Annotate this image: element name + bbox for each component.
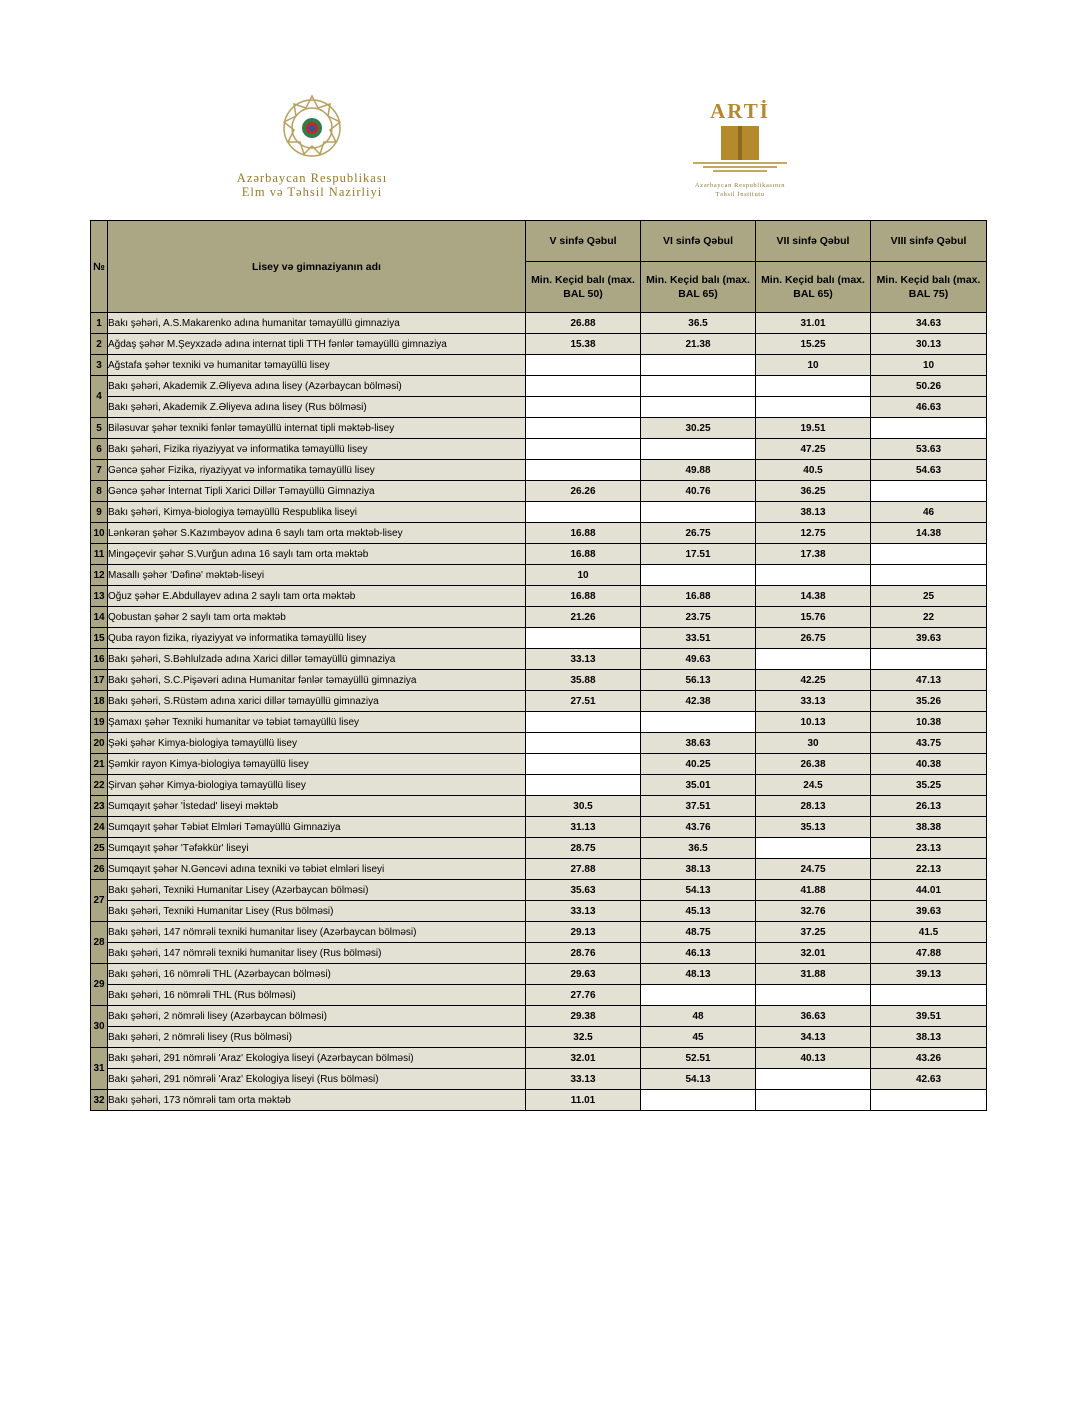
school-name: Bakı şəhəri, 147 nömrəli texniki humanitar lisey (Azərbaycan bölməsi) (108, 922, 526, 943)
score-grade-7: 28.13 (756, 796, 871, 817)
score-grade-7: 10 (756, 355, 871, 376)
score-grade-6 (641, 397, 756, 418)
row-number: 24 (91, 817, 108, 838)
score-grade-8: 22 (871, 607, 987, 628)
school-name: Bakı şəhəri, Akademik Z.Əliyeva adına lisey (Rus bölməsi) (108, 397, 526, 418)
table-row (91, 1006, 987, 1027)
school-name: Sumqayıt şəhər 'İstedad' liseyi məktəb (108, 796, 526, 817)
school-name: Bakı şəhəri, S.Rüstəm adına xarici dillər təmayüllü gimnaziya (108, 691, 526, 712)
arti-logo (660, 100, 820, 200)
score-grade-5: 27.51 (526, 691, 641, 712)
row-number: 2 (91, 334, 108, 355)
table-row (91, 775, 987, 796)
row-number: 4 (91, 376, 108, 418)
table-row (91, 943, 987, 964)
table-row (91, 313, 987, 334)
score-grade-7: 24.75 (756, 859, 871, 880)
school-name: Bakı şəhəri, 291 nömrəli 'Araz' Ekologiya liseyi (Azərbaycan bölməsi) (108, 1048, 526, 1069)
score-grade-8: 39.63 (871, 628, 987, 649)
row-number: 21 (91, 754, 108, 775)
header-number: № (91, 221, 108, 313)
score-grade-5: 30.5 (526, 796, 641, 817)
school-name: Masallı şəhər 'Dəfinə' məktəb-liseyi (108, 565, 526, 586)
score-grade-5 (526, 439, 641, 460)
score-grade-5: 26.26 (526, 481, 641, 502)
school-name: Şamaxı şəhər Texniki humanitar və təbiət təmayüllü lisey (108, 712, 526, 733)
row-number: 7 (91, 460, 108, 481)
score-grade-6 (641, 502, 756, 523)
school-name: Bakı şəhəri, Texniki Humanitar Lisey (Rus bölməsi) (108, 901, 526, 922)
book-icon (685, 122, 795, 174)
score-grade-6 (641, 355, 756, 376)
row-number: 13 (91, 586, 108, 607)
row-number: 30 (91, 1006, 108, 1048)
school-name: Bakı şəhəri, 2 nömrəli lisey (Azərbaycan bölməsi) (108, 1006, 526, 1027)
score-grade-6: 40.25 (641, 754, 756, 775)
school-name: Sumqayıt şəhər N.Gəncəvi adına texniki və təbiət elmləri liseyi (108, 859, 526, 880)
score-grade-8 (871, 649, 987, 670)
score-grade-7: 15.25 (756, 334, 871, 355)
score-grade-6: 33.51 (641, 628, 756, 649)
score-grade-5: 16.88 (526, 544, 641, 565)
subheader-grade-6: Min. Keçid balı (max. BAL 65) (641, 262, 756, 313)
table-row (91, 565, 987, 586)
score-grade-7: 14.38 (756, 586, 871, 607)
table-row (91, 544, 987, 565)
school-name: Bakı şəhəri, 173 nömrəli tam orta məktəb (108, 1090, 526, 1111)
score-grade-5 (526, 733, 641, 754)
table-row (91, 607, 987, 628)
score-grade-7: 17.38 (756, 544, 871, 565)
score-grade-6: 21.38 (641, 334, 756, 355)
score-grade-5 (526, 376, 641, 397)
row-number: 25 (91, 838, 108, 859)
score-grade-7: 47.25 (756, 439, 871, 460)
table-row (91, 796, 987, 817)
score-grade-8: 43.75 (871, 733, 987, 754)
score-grade-8: 30.13 (871, 334, 987, 355)
row-number: 14 (91, 607, 108, 628)
score-grade-8 (871, 1090, 987, 1111)
score-grade-7: 31.01 (756, 313, 871, 334)
subheader-grade-8: Min. Keçid balı (max. BAL 75) (871, 262, 987, 313)
score-grade-8: 39.51 (871, 1006, 987, 1027)
score-grade-8: 25 (871, 586, 987, 607)
score-grade-8: 14.38 (871, 523, 987, 544)
score-grade-6 (641, 376, 756, 397)
score-grade-5: 33.13 (526, 649, 641, 670)
score-grade-5: 32.5 (526, 1027, 641, 1048)
row-number: 5 (91, 418, 108, 439)
score-grade-8: 43.26 (871, 1048, 987, 1069)
score-grade-6 (641, 985, 756, 1006)
ministry-emblem-icon (272, 92, 352, 164)
table-row (91, 838, 987, 859)
table-row (91, 628, 987, 649)
score-grade-7: 34.13 (756, 1027, 871, 1048)
score-grade-5: 27.76 (526, 985, 641, 1006)
school-name: Bakı şəhəri, Akademik Z.Əliyeva adına lisey (Azərbaycan bölməsi) (108, 376, 526, 397)
row-number: 8 (91, 481, 108, 502)
score-grade-8: 26.13 (871, 796, 987, 817)
score-grade-7: 42.25 (756, 670, 871, 691)
school-name: Bakı şəhəri, 291 nömrəli 'Araz' Ekologiya liseyi (Rus bölməsi) (108, 1069, 526, 1090)
score-grade-6 (641, 565, 756, 586)
score-grade-6: 38.63 (641, 733, 756, 754)
score-grade-8: 34.63 (871, 313, 987, 334)
score-grade-7: 12.75 (756, 523, 871, 544)
table-body (91, 313, 987, 1111)
score-grade-7 (756, 649, 871, 670)
table-row (91, 754, 987, 775)
row-number: 28 (91, 922, 108, 964)
score-grade-8: 40.38 (871, 754, 987, 775)
score-grade-8 (871, 985, 987, 1006)
score-grade-8: 23.13 (871, 838, 987, 859)
score-grade-6: 37.51 (641, 796, 756, 817)
row-number: 22 (91, 775, 108, 796)
row-number: 1 (91, 313, 108, 334)
score-grade-6 (641, 712, 756, 733)
row-number: 23 (91, 796, 108, 817)
score-grade-5 (526, 502, 641, 523)
table-row (91, 691, 987, 712)
school-name: Oğuz şəhər E.Abdullayev adına 2 saylı tam orta məktəb (108, 586, 526, 607)
school-name: Qobustan şəhər 2 saylı tam orta məktəb (108, 607, 526, 628)
score-grade-5: 16.88 (526, 586, 641, 607)
score-grade-6: 45 (641, 1027, 756, 1048)
score-grade-8: 35.25 (871, 775, 987, 796)
score-grade-8: 47.13 (871, 670, 987, 691)
table-row (91, 586, 987, 607)
score-grade-6: 30.25 (641, 418, 756, 439)
school-name: Biləsuvar şəhər texniki fənlər təmayüllü internat tipli məktəb-lisey (108, 418, 526, 439)
score-grade-7: 40.5 (756, 460, 871, 481)
header-grade-5: V sinfə Qəbul (526, 221, 641, 262)
school-name: Sumqayıt şəhər 'Təfəkkür' liseyi (108, 838, 526, 859)
school-name: Ağdaş şəhər M.Şeyxzadə adına internat tipli TTH fənlər təmayüllü gimnaziya (108, 334, 526, 355)
score-grade-7 (756, 397, 871, 418)
table-row (91, 880, 987, 901)
score-grade-8: 41.5 (871, 922, 987, 943)
score-grade-8: 10.38 (871, 712, 987, 733)
school-name: Şəmkir rayon Kimya-biologiya təmayüllü lisey (108, 754, 526, 775)
admission-scores-table (90, 220, 987, 1111)
score-grade-5: 32.01 (526, 1048, 641, 1069)
score-grade-8 (871, 418, 987, 439)
score-grade-7: 33.13 (756, 691, 871, 712)
score-grade-8: 46.63 (871, 397, 987, 418)
score-grade-7: 24.5 (756, 775, 871, 796)
score-grade-6: 48.13 (641, 964, 756, 985)
table-row (91, 733, 987, 754)
score-grade-6 (641, 439, 756, 460)
row-number: 10 (91, 523, 108, 544)
header-grade-7: VII sinfə Qəbul (756, 221, 871, 262)
table-row (91, 985, 987, 1006)
score-grade-7 (756, 376, 871, 397)
row-number: 17 (91, 670, 108, 691)
row-number: 15 (91, 628, 108, 649)
table-row (91, 418, 987, 439)
score-grade-6: 35.01 (641, 775, 756, 796)
header-grade-8: VIII sinfə Qəbul (871, 221, 987, 262)
school-name: Şirvan şəhər Kimya-biologiya təmayüllü lisey (108, 775, 526, 796)
table-row (91, 397, 987, 418)
score-grade-5 (526, 775, 641, 796)
row-number: 27 (91, 880, 108, 922)
school-name: Sumqayıt şəhər Təbiət Elmləri Təmayüllü Gimnaziya (108, 817, 526, 838)
score-grade-8: 10 (871, 355, 987, 376)
row-number: 31 (91, 1048, 108, 1090)
table-row (91, 964, 987, 985)
school-name: Bakı şəhəri, A.S.Makarenko adına humanitar təmayüllü gimnaziya (108, 313, 526, 334)
score-grade-5: 29.13 (526, 922, 641, 943)
score-grade-6: 36.5 (641, 313, 756, 334)
table-row (91, 901, 987, 922)
school-name: Bakı şəhəri, S.C.Pişəvəri adına Humanitar fənlər təmayüllü gimnaziya (108, 670, 526, 691)
score-grade-6 (641, 1090, 756, 1111)
table-row (91, 670, 987, 691)
table-row (91, 859, 987, 880)
score-grade-5: 10 (526, 565, 641, 586)
score-grade-6: 40.76 (641, 481, 756, 502)
score-grade-7: 31.88 (756, 964, 871, 985)
table-row (91, 502, 987, 523)
score-grade-5: 28.76 (526, 943, 641, 964)
score-grade-6: 54.13 (641, 1069, 756, 1090)
score-grade-5: 11.01 (526, 1090, 641, 1111)
score-grade-8: 35.26 (871, 691, 987, 712)
row-number: 26 (91, 859, 108, 880)
school-name: Bakı şəhəri, 147 nömrəli texniki humanitar lisey (Rus bölməsi) (108, 943, 526, 964)
score-grade-6: 17.51 (641, 544, 756, 565)
score-grade-8 (871, 481, 987, 502)
table-row (91, 1069, 987, 1090)
score-grade-5 (526, 628, 641, 649)
score-grade-5: 29.63 (526, 964, 641, 985)
table-row (91, 922, 987, 943)
subheader-grade-5: Min. Keçid balı (max. BAL 50) (526, 262, 641, 313)
school-name: Quba rayon fizika, riyaziyyat və informatika təmayüllü lisey (108, 628, 526, 649)
header-grade-6: VI sinfə Qəbul (641, 221, 756, 262)
score-grade-5: 15.38 (526, 334, 641, 355)
score-grade-8: 38.13 (871, 1027, 987, 1048)
table-row (91, 817, 987, 838)
row-number: 9 (91, 502, 108, 523)
score-grade-6: 54.13 (641, 880, 756, 901)
score-grade-7: 26.75 (756, 628, 871, 649)
score-grade-7: 26.38 (756, 754, 871, 775)
score-grade-7: 19.51 (756, 418, 871, 439)
score-grade-7: 38.13 (756, 502, 871, 523)
score-grade-6: 23.75 (641, 607, 756, 628)
ministry-name-line2: Elm və Təhsil Nazirliyi (241, 185, 383, 199)
school-name: Mingəçevir şəhər S.Vurğun adına 16 saylı tam orta məktəb (108, 544, 526, 565)
score-grade-8 (871, 544, 987, 565)
score-grade-7: 32.76 (756, 901, 871, 922)
score-grade-7: 37.25 (756, 922, 871, 943)
score-grade-7 (756, 1090, 871, 1111)
score-grade-6: 38.13 (641, 859, 756, 880)
score-grade-6: 46.13 (641, 943, 756, 964)
score-grade-7: 15.76 (756, 607, 871, 628)
row-number: 3 (91, 355, 108, 376)
table-row (91, 439, 987, 460)
score-grade-5: 26.88 (526, 313, 641, 334)
school-name: Ağstafa şəhər texniki və humanitar təmayüllü lisey (108, 355, 526, 376)
row-number: 32 (91, 1090, 108, 1111)
score-grade-5: 35.63 (526, 880, 641, 901)
arti-name-line1: Azərbaycan Respublikasının (694, 182, 786, 189)
ministry-logo (212, 92, 412, 202)
score-grade-7: 35.13 (756, 817, 871, 838)
score-grade-6: 16.88 (641, 586, 756, 607)
score-grade-7 (756, 1069, 871, 1090)
score-grade-8 (871, 565, 987, 586)
score-grade-6: 48 (641, 1006, 756, 1027)
score-grade-8: 46 (871, 502, 987, 523)
score-grade-7: 36.63 (756, 1006, 871, 1027)
arti-wordmark: ARTİ (710, 99, 770, 123)
school-name: Gəncə şəhər İnternat Tipli Xarici Dillər Təmayüllü Gimnaziya (108, 481, 526, 502)
table-row (91, 712, 987, 733)
score-grade-5 (526, 418, 641, 439)
score-grade-6: 26.75 (641, 523, 756, 544)
school-name: Bakı şəhəri, 16 nömrəli THL (Azərbaycan bölməsi) (108, 964, 526, 985)
score-grade-5: 29.38 (526, 1006, 641, 1027)
score-grade-8: 22.13 (871, 859, 987, 880)
score-grade-7: 30 (756, 733, 871, 754)
score-grade-6: 36.5 (641, 838, 756, 859)
table-row (91, 376, 987, 397)
score-grade-5: 35.88 (526, 670, 641, 691)
row-number: 19 (91, 712, 108, 733)
arti-name-line2: Təhsil İnstitutu (715, 191, 765, 198)
score-grade-5: 16.88 (526, 523, 641, 544)
score-grade-5: 33.13 (526, 1069, 641, 1090)
row-number: 6 (91, 439, 108, 460)
score-grade-6: 52.51 (641, 1048, 756, 1069)
table-row (91, 1090, 987, 1111)
subheader-grade-7: Min. Keçid balı (max. BAL 65) (756, 262, 871, 313)
row-number: 16 (91, 649, 108, 670)
score-grade-5: 31.13 (526, 817, 641, 838)
school-name: Bakı şəhəri, Kimya-biologiya təmayüllü Respublika liseyi (108, 502, 526, 523)
score-grade-6: 48.75 (641, 922, 756, 943)
score-grade-7: 32.01 (756, 943, 871, 964)
school-name: Bakı şəhəri, 2 nömrəli lisey (Rus bölməsi) (108, 1027, 526, 1048)
table-row (91, 523, 987, 544)
table-row (91, 460, 987, 481)
score-grade-6: 56.13 (641, 670, 756, 691)
score-grade-8: 50.26 (871, 376, 987, 397)
row-number: 18 (91, 691, 108, 712)
header-school-name: Lisey və gimnaziyanın adı (108, 221, 526, 313)
school-name: Bakı şəhəri, 16 nömrəli THL (Rus bölməsi) (108, 985, 526, 1006)
score-grade-8: 39.13 (871, 964, 987, 985)
score-grade-5 (526, 460, 641, 481)
school-name: Bakı şəhəri, S.Bəhlulzadə adına Xarici dillər təmayüllü gimnaziya (108, 649, 526, 670)
table-row (91, 649, 987, 670)
school-name: Bakı şəhəri, Fizika riyaziyyat və informatika təmayüllü lisey (108, 439, 526, 460)
score-grade-8: 44.01 (871, 880, 987, 901)
row-number: 11 (91, 544, 108, 565)
score-grade-8: 47.88 (871, 943, 987, 964)
row-number: 29 (91, 964, 108, 1006)
score-grade-5: 28.75 (526, 838, 641, 859)
score-grade-5 (526, 754, 641, 775)
table-row (91, 334, 987, 355)
score-grade-6: 43.76 (641, 817, 756, 838)
school-name: Lənkəran şəhər S.Kazımbəyov adına 6 saylı tam orta məktəb-lisey (108, 523, 526, 544)
school-name: Gəncə şəhər Fizika, riyaziyyat və informatika təmayüllü lisey (108, 460, 526, 481)
table-row (91, 355, 987, 376)
score-grade-8: 54.63 (871, 460, 987, 481)
score-grade-5: 21.26 (526, 607, 641, 628)
school-name: Şəki şəhər Kimya-biologiya təmayüllü lisey (108, 733, 526, 754)
score-grade-5: 27.88 (526, 859, 641, 880)
score-grade-7 (756, 565, 871, 586)
score-grade-7: 40.13 (756, 1048, 871, 1069)
score-grade-8: 53.63 (871, 439, 987, 460)
score-grade-7 (756, 985, 871, 1006)
table-row (91, 1027, 987, 1048)
score-grade-5 (526, 355, 641, 376)
row-number: 12 (91, 565, 108, 586)
score-grade-7: 36.25 (756, 481, 871, 502)
score-grade-7: 10.13 (756, 712, 871, 733)
score-grade-7 (756, 838, 871, 859)
table-row (91, 481, 987, 502)
score-grade-6: 45.13 (641, 901, 756, 922)
score-grade-6: 42.38 (641, 691, 756, 712)
school-name: Bakı şəhəri, Texniki Humanitar Lisey (Azərbaycan bölməsi) (108, 880, 526, 901)
table-row (91, 1048, 987, 1069)
row-number: 20 (91, 733, 108, 754)
score-grade-6: 49.88 (641, 460, 756, 481)
score-grade-5: 33.13 (526, 901, 641, 922)
score-grade-6: 49.63 (641, 649, 756, 670)
score-grade-5 (526, 397, 641, 418)
score-grade-7: 41.88 (756, 880, 871, 901)
score-grade-8: 38.38 (871, 817, 987, 838)
score-grade-8: 42.63 (871, 1069, 987, 1090)
ministry-name-line1: Azərbaycan Respublikası (236, 171, 388, 185)
score-grade-8: 39.63 (871, 901, 987, 922)
score-grade-5 (526, 712, 641, 733)
